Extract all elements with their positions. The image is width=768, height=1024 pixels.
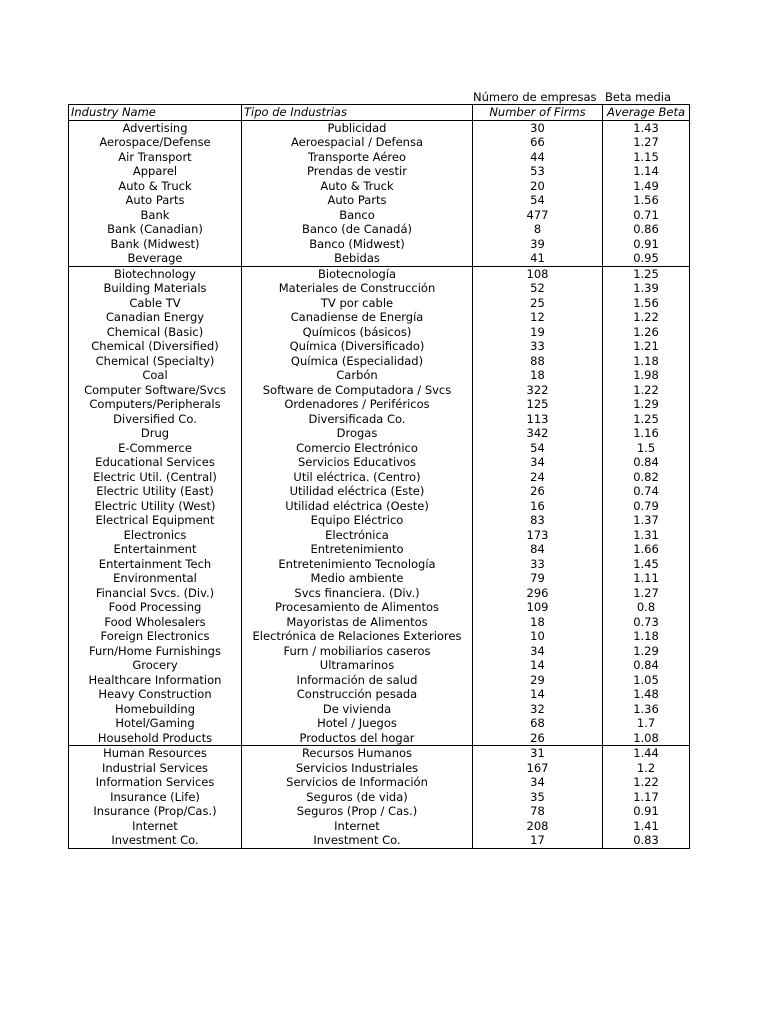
table-row (69, 426, 690, 441)
average-beta-cell: 1.26 (603, 325, 690, 340)
number-of-firms-cell: 39 (473, 237, 603, 252)
industry-name-cell: Financial Svcs. (Div.) (69, 586, 242, 601)
table-row (69, 208, 690, 223)
table-row (69, 731, 690, 746)
number-of-firms-cell: 19 (473, 325, 603, 340)
tipo-cell: Prendas de vestir (242, 164, 473, 179)
industry-name-cell: E-Commerce (69, 441, 242, 456)
number-of-firms-cell: 16 (473, 499, 603, 514)
average-beta-cell: 0.79 (603, 499, 690, 514)
tipo-cell: Ordenadores / Periféricos (242, 397, 473, 412)
table-row (69, 702, 690, 717)
table-row (69, 150, 690, 165)
tipo-cell: TV por cable (242, 296, 473, 311)
table-row (69, 716, 690, 731)
industry-name-cell: Bank (Canadian) (69, 222, 242, 237)
industry-beta-table (68, 104, 690, 849)
average-beta-cell: 1.98 (603, 368, 690, 383)
number-of-firms-cell: 26 (473, 731, 603, 746)
table-row (69, 673, 690, 688)
table-body (69, 120, 690, 848)
industry-name-cell: Canadian Energy (69, 310, 242, 325)
average-beta-cell: 1.39 (603, 281, 690, 296)
number-of-firms-cell: 18 (473, 615, 603, 630)
tipo-cell: Química (Diversificado) (242, 339, 473, 354)
tipo-cell: Equipo Eléctrico (242, 513, 473, 528)
number-of-firms-cell: 109 (473, 600, 603, 615)
table-row (69, 281, 690, 296)
average-beta-cell: 1.17 (603, 790, 690, 805)
tipo-cell: Construcción pesada (242, 687, 473, 702)
average-beta-cell: 0.84 (603, 658, 690, 673)
number-of-firms-cell: 34 (473, 644, 603, 659)
number-of-firms-cell: 78 (473, 804, 603, 819)
industry-name-cell: Internet (69, 819, 242, 834)
tipo-cell: Servicios Industriales (242, 761, 473, 776)
number-of-firms-cell: 296 (473, 586, 603, 601)
industry-name-cell: Building Materials (69, 281, 242, 296)
average-beta-cell: 0.82 (603, 470, 690, 485)
number-of-firms-cell: 54 (473, 193, 603, 208)
table-row (69, 135, 690, 150)
industry-name-cell: Healthcare Information (69, 673, 242, 688)
tipo-cell: Medio ambiente (242, 571, 473, 586)
table-row (69, 164, 690, 179)
top-header-row (68, 89, 689, 104)
tipo-cell: Investment Co. (242, 833, 473, 848)
table-row (69, 339, 690, 354)
table-row (69, 761, 690, 776)
tipo-cell: Hotel / Juegos (242, 716, 473, 731)
number-of-firms-cell: 20 (473, 179, 603, 194)
tipo-cell: Aeroespacial / Defensa (242, 135, 473, 150)
tipo-cell: Diversificada Co. (242, 412, 473, 427)
industry-name-cell: Advertising (69, 120, 242, 135)
number-of-firms-cell: 54 (473, 441, 603, 456)
tipo-cell: Banco (Midwest) (242, 237, 473, 252)
table-row (69, 354, 690, 369)
number-of-firms-cell: 18 (473, 368, 603, 383)
table-row (69, 600, 690, 615)
number-of-firms-cell: 125 (473, 397, 603, 412)
industry-name-cell: Air Transport (69, 150, 242, 165)
number-of-firms-cell: 26 (473, 484, 603, 499)
industry-name-cell: Coal (69, 368, 242, 383)
industry-name-cell: Foreign Electronics (69, 629, 242, 644)
average-beta-cell: 1.37 (603, 513, 690, 528)
table-row (69, 571, 690, 586)
tipo-cell: Internet (242, 819, 473, 834)
number-of-firms-cell: 24 (473, 470, 603, 485)
table-row (69, 775, 690, 790)
number-of-firms-cell: 113 (473, 412, 603, 427)
average-beta-cell: 1.56 (603, 193, 690, 208)
table-row (69, 455, 690, 470)
average-beta-cell: 1.2 (603, 761, 690, 776)
industry-name-cell: Household Products (69, 731, 242, 746)
table-row (69, 193, 690, 208)
average-beta-cell: 0.73 (603, 615, 690, 630)
number-of-firms-cell: 32 (473, 702, 603, 717)
industry-name-header: Industry Name (69, 105, 242, 121)
table-row (69, 687, 690, 702)
number-of-firms-cell: 31 (473, 746, 603, 761)
industry-name-cell: Chemical (Specialty) (69, 354, 242, 369)
table-row (69, 120, 690, 135)
number-of-firms-cell: 29 (473, 673, 603, 688)
average-beta-cell: 1.66 (603, 542, 690, 557)
number-of-firms-cell: 30 (473, 120, 603, 135)
average-beta-cell: 1.22 (603, 775, 690, 790)
tipo-cell: Ultramarinos (242, 658, 473, 673)
average-beta-cell: 1.27 (603, 586, 690, 601)
average-beta-cell: 0.91 (603, 804, 690, 819)
table-row (69, 819, 690, 834)
average-beta-cell: 1.49 (603, 179, 690, 194)
industry-name-cell: Computers/Peripherals (69, 397, 242, 412)
industry-name-cell: Food Wholesalers (69, 615, 242, 630)
number-of-firms-cell: 52 (473, 281, 603, 296)
average-beta-cell: 1.05 (603, 673, 690, 688)
tipo-cell: Información de salud (242, 673, 473, 688)
tipo-cell: Servicios Educativos (242, 455, 473, 470)
average-beta-cell: 0.83 (603, 833, 690, 848)
table-row (69, 528, 690, 543)
number-of-firms-cell: 88 (473, 354, 603, 369)
table-row (69, 296, 690, 311)
average-beta-cell: 1.5 (603, 441, 690, 456)
industry-name-cell: Apparel (69, 164, 242, 179)
table-row (69, 397, 690, 412)
tipo-cell: Auto & Truck (242, 179, 473, 194)
tipo-cell: Productos del hogar (242, 731, 473, 746)
number-of-firms-cell: 8 (473, 222, 603, 237)
table-row (69, 383, 690, 398)
number-of-firms-cell: 14 (473, 658, 603, 673)
industry-name-cell: Grocery (69, 658, 242, 673)
tipo-cell: Comercio Electrónico (242, 441, 473, 456)
industry-name-cell: Chemical (Diversified) (69, 339, 242, 354)
table-row (69, 557, 690, 572)
industry-name-cell: Electric Utility (West) (69, 499, 242, 514)
industry-name-cell: Electric Util. (Central) (69, 470, 242, 485)
average-beta-cell: 1.14 (603, 164, 690, 179)
tipo-header: Tipo de Industrias (242, 105, 473, 121)
number-of-firms-cell: 35 (473, 790, 603, 805)
number-of-firms-cell: 79 (473, 571, 603, 586)
number-of-firms-cell: 12 (473, 310, 603, 325)
number-of-firms-cell: 322 (473, 383, 603, 398)
table-row (69, 368, 690, 383)
number-of-firms-cell: 34 (473, 455, 603, 470)
number-of-firms-cell: 17 (473, 833, 603, 848)
industry-name-cell: Auto & Truck (69, 179, 242, 194)
number-of-firms-cell: 84 (473, 542, 603, 557)
table-row (69, 412, 690, 427)
table-row (69, 658, 690, 673)
industry-name-cell: Biotechnology (69, 266, 242, 281)
average-beta-cell: 1.44 (603, 746, 690, 761)
number-of-firms-cell: 10 (473, 629, 603, 644)
average-beta-cell: 1.56 (603, 296, 690, 311)
average-beta-cell: 1.16 (603, 426, 690, 441)
table-row (69, 644, 690, 659)
industry-name-cell: Insurance (Life) (69, 790, 242, 805)
table-row (69, 237, 690, 252)
average-beta-header: Average Beta (603, 105, 690, 121)
number-of-firms-cell: 208 (473, 819, 603, 834)
number-of-firms-cell: 342 (473, 426, 603, 441)
number-of-firms-cell: 167 (473, 761, 603, 776)
industry-name-cell: Bank (Midwest) (69, 237, 242, 252)
industry-name-cell: Cable TV (69, 296, 242, 311)
average-beta-cell: 1.25 (603, 412, 690, 427)
table-row (69, 586, 690, 601)
tipo-cell: De vivienda (242, 702, 473, 717)
table-row (69, 179, 690, 194)
tipo-cell: Utilidad eléctrica (Oeste) (242, 499, 473, 514)
number-of-firms-cell: 66 (473, 135, 603, 150)
number-of-firms-cell: 108 (473, 266, 603, 281)
average-beta-cell: 1.31 (603, 528, 690, 543)
tipo-cell: Seguros (Prop / Cas.) (242, 804, 473, 819)
tipo-cell: Químicos (básicos) (242, 325, 473, 340)
column-header-row (69, 105, 690, 121)
table-row (69, 513, 690, 528)
industry-name-cell: Hotel/Gaming (69, 716, 242, 731)
industry-name-cell: Computer Software/Svcs (69, 383, 242, 398)
average-beta-cell: 0.8 (603, 600, 690, 615)
table-row (69, 266, 690, 281)
industry-name-cell: Human Resources (69, 746, 242, 761)
table-row (69, 310, 690, 325)
tipo-cell: Bebidas (242, 251, 473, 266)
table-row (69, 804, 690, 819)
industry-name-cell: Environmental (69, 571, 242, 586)
tipo-cell: Banco (de Canadá) (242, 222, 473, 237)
average-beta-cell: 1.18 (603, 354, 690, 369)
average-beta-cell: 1.41 (603, 819, 690, 834)
table-row (69, 325, 690, 340)
number-of-firms-header: Number of Firms (473, 105, 603, 121)
average-beta-cell: 1.36 (603, 702, 690, 717)
average-beta-cell: 1.45 (603, 557, 690, 572)
average-beta-cell: 0.95 (603, 251, 690, 266)
average-beta-cell: 0.74 (603, 484, 690, 499)
average-beta-cell: 1.7 (603, 716, 690, 731)
tipo-cell: Electrónica (242, 528, 473, 543)
tipo-cell: Publicidad (242, 120, 473, 135)
number-of-firms-cell: 83 (473, 513, 603, 528)
number-of-firms-cell: 33 (473, 557, 603, 572)
table-row (69, 790, 690, 805)
number-of-firms-cell: 53 (473, 164, 603, 179)
tipo-cell: Canadiense de Energía (242, 310, 473, 325)
number-of-firms-cell: 14 (473, 687, 603, 702)
average-beta-cell: 1.22 (603, 310, 690, 325)
industry-name-cell: Electrical Equipment (69, 513, 242, 528)
industry-name-cell: Electric Utility (East) (69, 484, 242, 499)
industry-name-cell: Information Services (69, 775, 242, 790)
average-beta-cell: 1.08 (603, 731, 690, 746)
tipo-cell: Seguros (de vida) (242, 790, 473, 805)
average-beta-cell: 1.11 (603, 571, 690, 586)
industry-name-cell: Drug (69, 426, 242, 441)
industry-name-cell: Insurance (Prop/Cas.) (69, 804, 242, 819)
industry-name-cell: Food Processing (69, 600, 242, 615)
table-row (69, 222, 690, 237)
average-beta-cell: 1.27 (603, 135, 690, 150)
number-of-firms-cell: 41 (473, 251, 603, 266)
tipo-cell: Svcs financiera. (Div.) (242, 586, 473, 601)
industry-name-cell: Heavy Construction (69, 687, 242, 702)
average-beta-cell: 1.43 (603, 120, 690, 135)
tipo-cell: Utilidad eléctrica (Este) (242, 484, 473, 499)
table-row (69, 542, 690, 557)
industry-name-cell: Industrial Services (69, 761, 242, 776)
tipo-cell: Recursos Humanos (242, 746, 473, 761)
tipo-cell: Biotecnología (242, 266, 473, 281)
industry-name-cell: Bank (69, 208, 242, 223)
industry-name-cell: Auto Parts (69, 193, 242, 208)
tipo-cell: Procesamiento de Alimentos (242, 600, 473, 615)
average-beta-cell: 1.29 (603, 397, 690, 412)
industry-name-cell: Electronics (69, 528, 242, 543)
average-beta-cell: 1.21 (603, 339, 690, 354)
table-row (69, 615, 690, 630)
table-row (69, 833, 690, 848)
average-beta-cell: 0.91 (603, 237, 690, 252)
number-of-firms-cell: 33 (473, 339, 603, 354)
industry-name-cell: Entertainment Tech (69, 557, 242, 572)
spreadsheet (68, 89, 689, 849)
industry-name-cell: Investment Co. (69, 833, 242, 848)
number-of-firms-cell: 173 (473, 528, 603, 543)
average-beta-cell: 1.18 (603, 629, 690, 644)
average-beta-cell: 1.25 (603, 266, 690, 281)
tipo-cell: Entretenimiento (242, 542, 473, 557)
tipo-cell: Auto Parts (242, 193, 473, 208)
tipo-cell: Software de Computadora / Svcs (242, 383, 473, 398)
average-beta-cell: 1.48 (603, 687, 690, 702)
average-beta-cell: 1.15 (603, 150, 690, 165)
table-row (69, 629, 690, 644)
tipo-cell: Transporte Aéreo (242, 150, 473, 165)
number-of-firms-cell: 44 (473, 150, 603, 165)
number-of-firms-cell: 477 (473, 208, 603, 223)
average-beta-cell: 1.22 (603, 383, 690, 398)
number-of-firms-cell: 25 (473, 296, 603, 311)
table-row (69, 441, 690, 456)
industry-name-cell: Chemical (Basic) (69, 325, 242, 340)
industry-name-cell: Beverage (69, 251, 242, 266)
average-beta-cell: 0.86 (603, 222, 690, 237)
beta-spanish-header: Beta media (605, 90, 671, 104)
tipo-cell: Química (Especialidad) (242, 354, 473, 369)
table-row (69, 251, 690, 266)
tipo-cell: Carbón (242, 368, 473, 383)
average-beta-cell: 0.71 (603, 208, 690, 223)
tipo-cell: Materiales de Construcción (242, 281, 473, 296)
number-of-firms-cell: 34 (473, 775, 603, 790)
tipo-cell: Electrónica de Relaciones Exteriores (242, 629, 473, 644)
tipo-cell: Furn / mobiliarios caseros (242, 644, 473, 659)
tipo-cell: Drogas (242, 426, 473, 441)
industry-name-cell: Diversified Co. (69, 412, 242, 427)
industry-name-cell: Homebuilding (69, 702, 242, 717)
industry-name-cell: Aerospace/Defense (69, 135, 242, 150)
tipo-cell: Banco (242, 208, 473, 223)
tipo-cell: Util eléctrica. (Centro) (242, 470, 473, 485)
industry-name-cell: Furn/Home Furnishings (69, 644, 242, 659)
industry-name-cell: Entertainment (69, 542, 242, 557)
tipo-cell: Servicios de Información (242, 775, 473, 790)
tipo-cell: Mayoristas de Alimentos (242, 615, 473, 630)
firms-spanish-header: Número de empresas (473, 90, 597, 104)
industry-name-cell: Educational Services (69, 455, 242, 470)
table-row (69, 499, 690, 514)
table-row (69, 470, 690, 485)
average-beta-cell: 1.29 (603, 644, 690, 659)
average-beta-cell: 0.84 (603, 455, 690, 470)
table-row (69, 484, 690, 499)
number-of-firms-cell: 68 (473, 716, 603, 731)
tipo-cell: Entretenimiento Tecnología (242, 557, 473, 572)
table-row (69, 746, 690, 761)
